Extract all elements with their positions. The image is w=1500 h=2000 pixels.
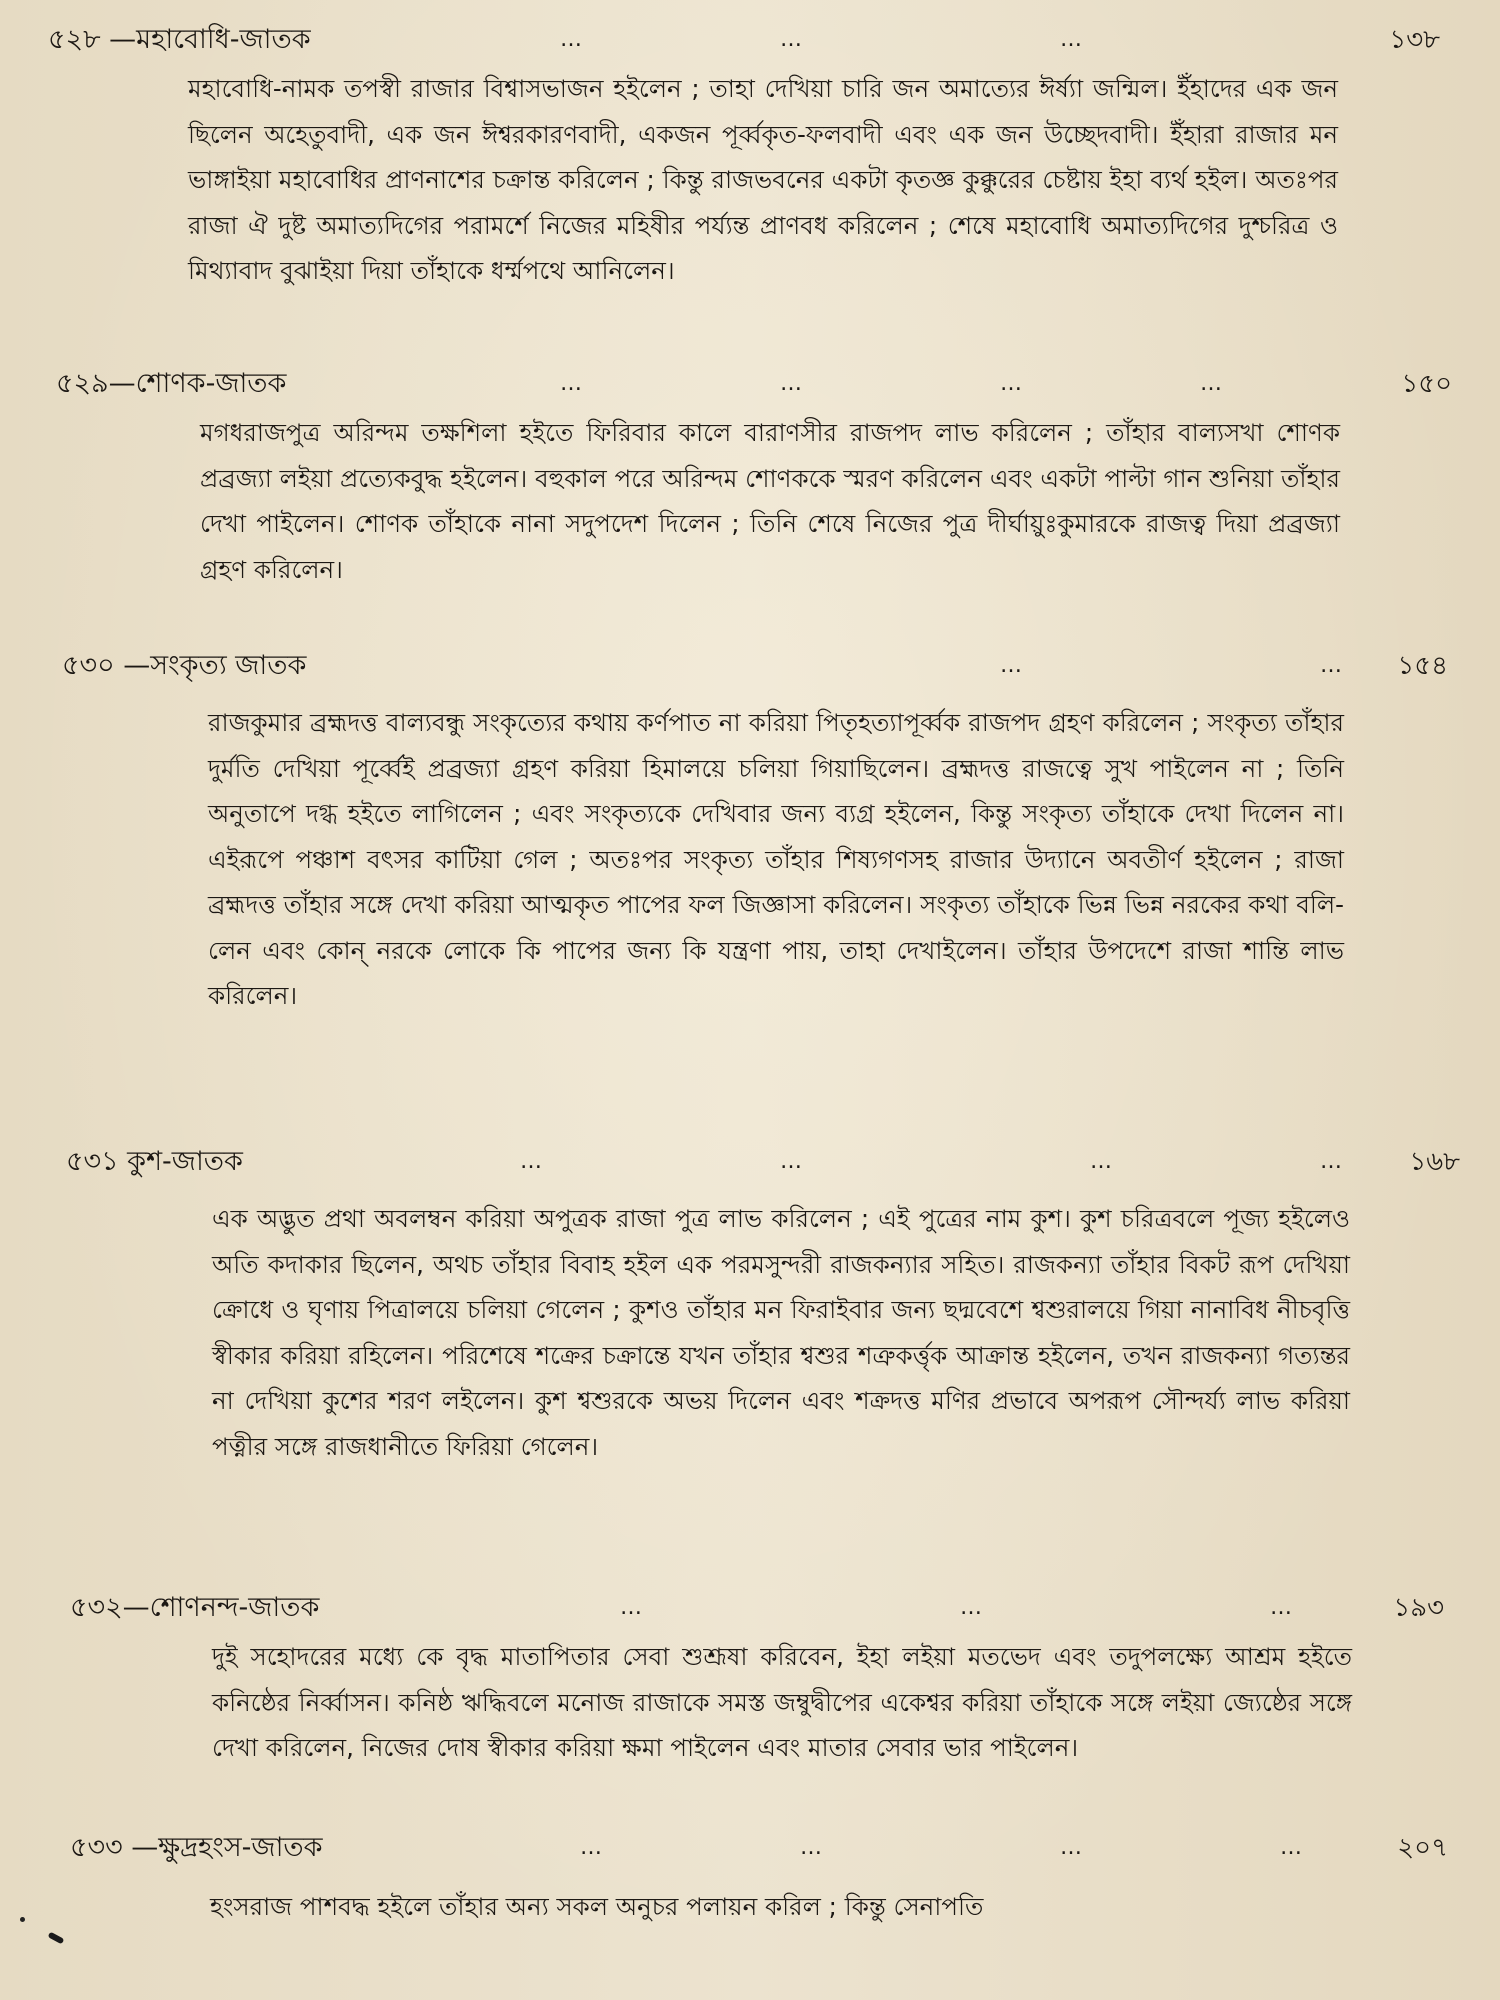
- entry-body-532: [212, 1634, 1352, 1771]
- entry-paragraph: হংসরাজ পাশবদ্ধ হইলে তাঁহার অন্য সকল অনুচর পলায়ন করিল ; কিন্তু সেনাপতি: [210, 1892, 984, 1921]
- leader-dots: …: [1320, 1149, 1344, 1174]
- entry-body-530: [208, 700, 1344, 1019]
- entry-heading-533: [0, 1828, 1500, 1868]
- leader-dots: …: [1060, 27, 1084, 52]
- entry-body-529: [200, 410, 1340, 592]
- leader-dots: …: [560, 371, 584, 396]
- entry-heading-531: [0, 1142, 1500, 1182]
- entry-page-number: ১৬৮: [1409, 1147, 1460, 1177]
- entry-page-number: ১৩৮: [1389, 25, 1440, 55]
- entry-paragraph: রাজকুমার ব্রহ্মদত্ত বাল্যবন্ধু সংকৃত্যের কথায় কর্ণপাত না করিয়া পিতৃহত্যাপূর্ব্বক রাজপদ গ্রহণ করিলেন ; সংকৃত্য তাঁহার দুর্মতি দেখিয়া পূর্ব্বেই প্রব্রজ্যা গ্রহণ করিয়া হিমালয়ে চলিয়া গিয়াছিলেন। ব্রহ্মদত্ত রাজত্বে সুখ পাইলেন না ; তিনি অনুতাপে দগ্ধ হইতে লাগিলেন ; এবং সংকৃত্যকে দেখিবার জন্য ব্যগ্র হইলেন, কিন্তু সংকৃত্য তাঁহাকে দেখা দিলেন না। এইরূপে পঞ্চাশ বৎসর কাটিয়া গেল ; অতঃপর সংকৃত্য তাঁহার শিষ্যগণসহ রাজার উদ্যানে অবতীর্ণ হইলেন ; রাজা ব্রহ্মদত্ত তাঁহার সঙ্গে দেখা করিয়া আত্মকৃত পাপের ফল জিজ্ঞাসা করিলেন। সংকৃত্য তাঁহাকে ভিন্ন ভিন্ন নরকের কথা বলি-লেন এবং কোন্ নরকে লোকে কি পাপের জন্য কি যন্ত্রণা পায়, তাহা দেখাইলেন। তাঁহার উপদেশে রাজা শান্তি লাভ করিলেন।: [208, 708, 1344, 1010]
- entry-paragraph: মহাবোধি-নামক তপস্বী রাজার বিশ্বাসভাজন হইলেন ; তাহা দেখিয়া চারি জন অমাত্যের ঈর্ষ্যা জন্মিল। ইঁহাদের এক জন ছিলেন অহেতুবাদী, এক জন ঈশ্বরকারণবাদী, একজন পূর্ব্বকৃত-ফলবাদী এবং এক জন উচ্ছেদবাদী। ইঁহারা রাজার মন ভাঙ্গাইয়া মহাবোধির প্রাণনাশের চক্রান্ত করিলেন ; কিন্তু রাজভবনের একটা কৃতজ্ঞ কুক্কুরের চেষ্টায় ইহা ব্যর্থ হইল। অতঃপর রাজা ঐ দুষ্ট অমাত্যদিগের পরামর্শে নিজের মহিষীর পর্য্যন্ত প্রাণবধ করিলেন ; শেষে মহাবোধি অমাত্যদিগের দুশ্চরিত্র ও মিথ্যাবাদ বুঝাইয়া দিয়া তাঁহাকে ধর্ম্মপথে আনিলেন।: [188, 74, 1338, 285]
- entry-body-531: [212, 1196, 1350, 1469]
- entry-page-number: ১৫৪: [1397, 651, 1448, 681]
- leader-dots: …: [620, 1595, 644, 1620]
- entry-heading-530: [0, 646, 1500, 686]
- leader-dots: …: [1200, 371, 1224, 396]
- entry-heading-529: [0, 364, 1500, 404]
- entry-body-533: [210, 1884, 1356, 1930]
- leader-dots: …: [1320, 653, 1344, 678]
- entry-title: ৫৩০ —সংকৃত্য জাতক: [62, 650, 307, 681]
- leader-dots: …: [780, 371, 804, 396]
- entry-paragraph: এক অদ্ভুত প্রথা অবলম্বন করিয়া অপুত্রক রাজা পুত্র লাভ করিলেন ; এই পুত্রের নাম কুশ। কুশ চরিত্রবলে পূজ্য হইলেও অতি কদাকার ছিলেন, অথচ তাঁহার বিবাহ হইল এক পরমসুন্দরী রাজকন্যার সহিত। রাজকন্যা তাঁহার বিকট রূপ দেখিয়া ক্রোধে ও ঘৃণায় পিত্রালয়ে চলিয়া গেলেন ; কুশও তাঁহার মন ফিরাইবার জন্য ছদ্মবেশে শ্বশুরালয়ে গিয়া নানাবিধ নীচবৃত্তি স্বীকার করিয়া রহিলেন। পরিশেষে শক্রের চক্রান্তে যখন তাঁহার শ্বশুর শত্রুকর্ত্তৃক আক্রান্ত হইলেন, তখন রাজকন্যা গত্যন্তর না দেখিয়া কুশের শরণ লইলেন। কুশ শ্বশুরকে অভয় দিলেন এবং শক্রদত্ত মণির প্রভাবে অপরূপ সৌন্দর্য্য লাভ করিয়া পত্নীর সঙ্গে রাজধানীতে ফিরিয়া গেলেন।: [212, 1204, 1350, 1461]
- entry-body-528: [188, 66, 1338, 294]
- entry-title: ৫২৯—শোণক-জাতক: [56, 368, 287, 399]
- ink-mark: [48, 1932, 65, 1945]
- leader-dots: …: [560, 27, 584, 52]
- entry-paragraph: দুই সহোদরের মধ্যে কে বৃদ্ধ মাতাপিতার সেবা শুশ্রূষা করিবেন, ইহা লইয়া মতভেদ এবং তদুপলক্ষ্যে আশ্রম হইতে কনিষ্ঠের নির্ব্বাসন। কনিষ্ঠ ঋদ্ধিবলে মনোজ রাজাকে সমস্ত জম্বুদ্বীপের একেশ্বর করিয়া তাঁহাকে সঙ্গে লইয়া জ্যেষ্ঠের সঙ্গে দেখা করিলেন, নিজের দোষ স্বীকার করিয়া ক্ষমা পাইলেন এবং মাতার সেবার ভার পাইলেন।: [212, 1642, 1352, 1762]
- entry-page-number: ২০৭: [1397, 1833, 1448, 1863]
- leader-dots: …: [1000, 371, 1024, 396]
- ink-speck: [20, 1917, 25, 1922]
- leader-dots: …: [780, 1149, 804, 1174]
- entry-title: ৫৩৩ —ক্ষুদ্রহংস-জাতক: [70, 1832, 323, 1863]
- entry-title: ৫৩২—শোণনন্দ-জাতক: [70, 1592, 320, 1623]
- leader-dots: …: [780, 27, 804, 52]
- leader-dots: …: [960, 1595, 984, 1620]
- leader-dots: …: [1000, 653, 1024, 678]
- leader-dots: …: [800, 1835, 824, 1860]
- entry-heading-532: [0, 1588, 1500, 1628]
- leader-dots: …: [580, 1835, 604, 1860]
- leader-dots: …: [1270, 1595, 1294, 1620]
- entry-page-number: ১৯৩: [1393, 1593, 1444, 1623]
- entry-heading-528: [0, 20, 1500, 60]
- entry-title: ৫৩১ কুশ-জাতক: [66, 1146, 243, 1177]
- leader-dots: …: [1280, 1835, 1304, 1860]
- leader-dots: …: [1090, 1149, 1114, 1174]
- entry-paragraph: মগধরাজপুত্র অরিন্দম তক্ষশিলা হইতে ফিরিবার কালে বারাণসীর রাজপদ লাভ করিলেন ; তাঁহার বাল্যসখা শোণক প্রব্রজ্যা লইয়া প্রত্যেকবুদ্ধ হইলেন। বহুকাল পরে অরিন্দম শোণককে স্মরণ করিলেন এবং একটা পাল্টা গান শুনিয়া তাঁহার দেখা পাইলেন। শোণক তাঁহাকে নানা সদুপদেশ দিলেন ; তিনি শেষে নিজের পুত্র দীর্ঘায়ুঃকুমারকে রাজত্ব দিয়া প্রব্রজ্যা গ্রহণ করিলেন।: [200, 418, 1340, 584]
- leader-dots: …: [520, 1149, 544, 1174]
- entry-page-number: ১৫০: [1401, 369, 1452, 399]
- leader-dots: …: [1060, 1835, 1084, 1860]
- entry-title: ৫২৮ —মহাবোধি-জাতক: [48, 24, 311, 55]
